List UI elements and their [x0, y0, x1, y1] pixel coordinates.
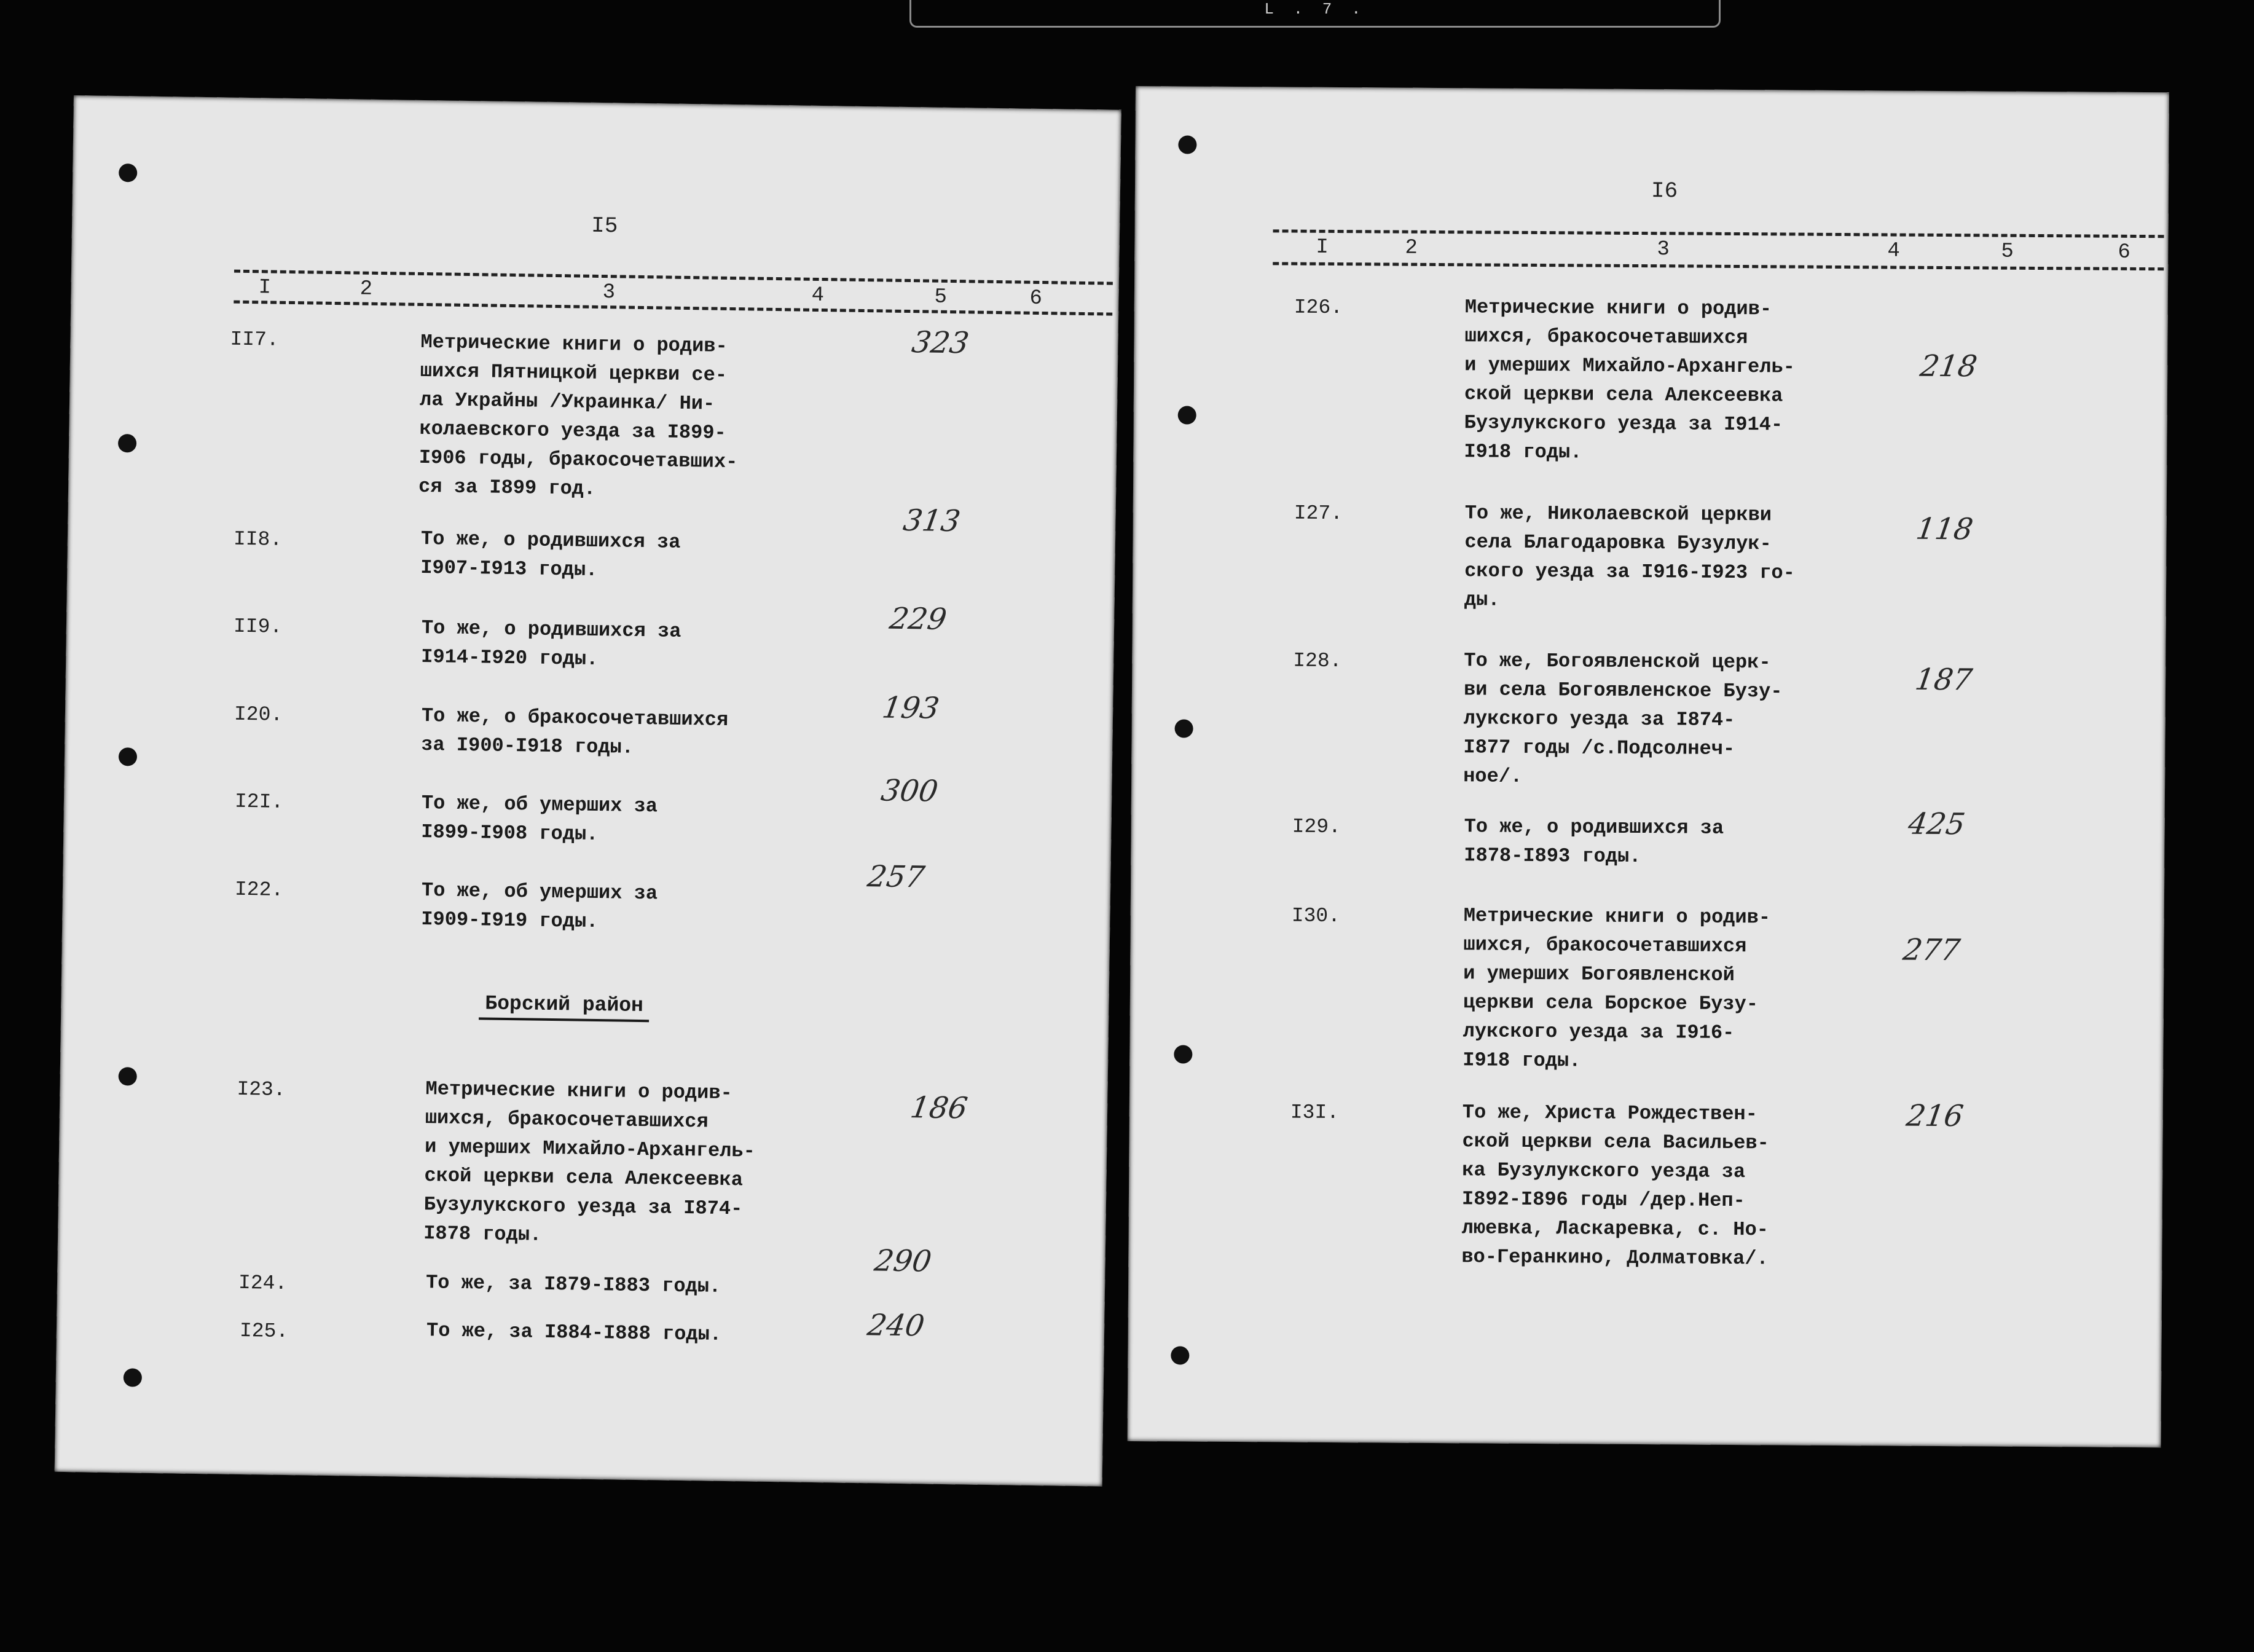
- entry-description: То же, Богоявленской церк- ви села Богоявленское Бузу- лукского уезда за I874- I877 годы /с.Подсолнеч- ное/.: [1463, 649, 1783, 788]
- entry-number: I27.: [1294, 502, 1343, 525]
- entry-description: Метрические книги о родив- шихся Пятницкой церкви се- ла Украйны /Украинка/ Ни- колаевского уезда за I899- I906 годы, бракосочетавших- ся за I899 год.: [418, 330, 738, 500]
- entry-description: То же, об умерших за I909-I919 годы.: [421, 879, 658, 934]
- column-header: 4: [1887, 239, 1900, 263]
- entry-count: 218: [1918, 348, 1979, 384]
- entry-number: I26.: [1294, 296, 1343, 320]
- left-page: [55, 95, 1121, 1487]
- punch-hole: [1171, 1346, 1189, 1364]
- punch-hole: [1174, 1045, 1192, 1063]
- entry-number: I3I.: [1290, 1101, 1340, 1125]
- entry-description: То же, Христа Рождествен- ской церкви села Васильев- ка Бузулукского уезда за I892-I896 годы /дер.Неп- люевка, Ласкаревка, с. Но- во-Геранкино, Долматовка/.: [1461, 1101, 1769, 1270]
- entry-description: То же, о родившихся за I878-I893 годы.: [1464, 815, 1724, 868]
- section-heading: Борский район: [479, 992, 650, 1022]
- column-header-row: [1273, 235, 2164, 266]
- top-frame-mark: L . 7 .: [909, 0, 1721, 28]
- entry-count: 229: [887, 601, 949, 637]
- entry-count: 193: [879, 690, 942, 726]
- entry-count: 323: [909, 325, 972, 361]
- entry-number: I25.: [239, 1319, 289, 1343]
- entry-count: 313: [901, 503, 963, 539]
- entry-count: 257: [865, 859, 927, 895]
- column-header: 4: [811, 283, 825, 308]
- punch-hole: [1178, 406, 1196, 424]
- entry-number: I20.: [234, 702, 283, 726]
- entry-description: То же, о бракосочетавшихся за I900-I918 годы.: [421, 704, 729, 759]
- entry-number: I28.: [1293, 649, 1342, 673]
- entry-description: То же, о родившихся за I907-I913 годы.: [420, 527, 681, 581]
- punch-hole: [119, 1067, 137, 1085]
- entry-count: 300: [879, 773, 941, 809]
- entry-description: То же, за I879-I883 годы.: [425, 1271, 721, 1298]
- entry-number: II9.: [233, 615, 283, 639]
- punch-hole: [124, 1368, 142, 1386]
- entry-number: I24.: [238, 1271, 288, 1296]
- entry-count: 118: [1914, 511, 1976, 547]
- entry-count: 290: [872, 1243, 934, 1279]
- column-header: 6: [1029, 286, 1043, 311]
- column-header: I: [258, 276, 272, 300]
- page-number: I5: [591, 213, 618, 239]
- entry-description: То же, о родившихся за I914-I920 годы.: [421, 616, 681, 671]
- entry-description: То же, об умерших за I899-I908 годы.: [421, 792, 658, 846]
- entry-count: 216: [1904, 1098, 1966, 1134]
- entry-number: II8.: [233, 527, 283, 551]
- column-header: 5: [934, 285, 948, 309]
- punch-hole: [119, 163, 137, 182]
- entry-count: 277: [1901, 932, 1963, 968]
- column-header: 2: [1405, 236, 1418, 260]
- column-header: 3: [1657, 238, 1670, 262]
- entry-number: II7.: [230, 328, 279, 352]
- entry-description: Метрические книги о родив- шихся, бракосочетавшихся и умерших Михайло-Архангель- ской церкви села Алексеевка Бузулукского уезда за I914- I918 годы.: [1464, 296, 1796, 464]
- entry-description: То же, за I884-I888 годы.: [426, 1319, 722, 1346]
- punch-hole: [118, 434, 136, 452]
- punch-hole: [119, 747, 137, 766]
- entry-number: I22.: [234, 878, 284, 902]
- punch-hole: [1175, 719, 1193, 738]
- column-header: 6: [2118, 240, 2130, 264]
- column-header: 3: [602, 281, 616, 305]
- entry-count: 187: [1913, 662, 1974, 698]
- entry-number: I29.: [1292, 815, 1341, 839]
- page-number: I6: [1651, 178, 1678, 204]
- punch-hole: [1178, 135, 1196, 154]
- entry-count: 240: [865, 1308, 927, 1343]
- entry-number: I30.: [1291, 904, 1341, 928]
- entry-count: 425: [1906, 806, 1968, 842]
- entry-description: Метрические книги о родив- шихся, бракосочетавшихся и умерших Богоявленской церкви села Борское Бузу- лукского уезда за I916- I918 годы.: [1463, 904, 1771, 1072]
- right-page: [1128, 86, 2169, 1447]
- entry-number: I23.: [237, 1077, 286, 1101]
- column-header: 2: [359, 277, 373, 301]
- column-header: I: [1316, 235, 1329, 259]
- entry-number: I2I.: [234, 790, 284, 814]
- column-header: 5: [2001, 240, 2014, 264]
- entry-description: Метрические книги о родив- шихся, бракосочетавшихся и умерших Михайло-Архангель- ской церкви села Алексеевка Бузулукского уезда за I874- I878 годы.: [423, 1077, 756, 1246]
- entry-count: 186: [908, 1090, 970, 1126]
- entry-description: То же, Николаевской церкви села Благодаровка Бузулук- ского уезда за I916-I923 го- ды.: [1464, 502, 1795, 612]
